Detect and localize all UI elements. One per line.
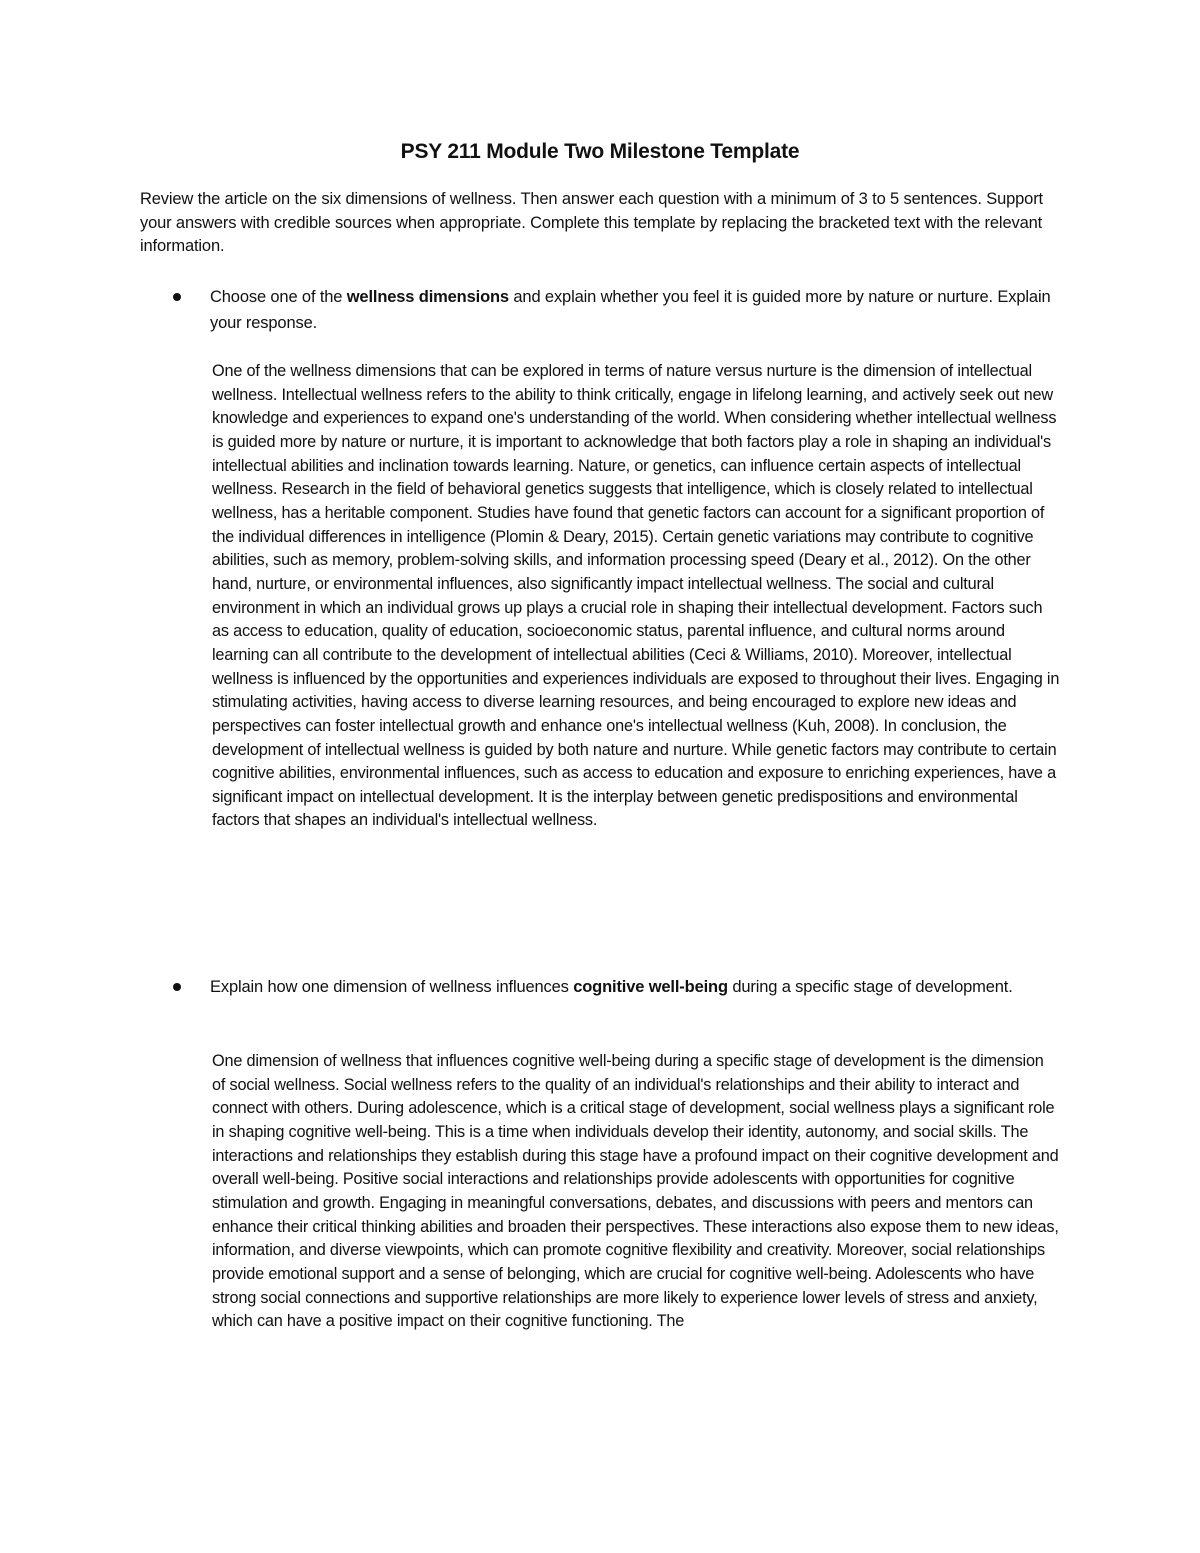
answer-2-paragraph: One dimension of wellness that influences cognitive well-being during a specific stage of development is the dimension of social wellness. Social wellness refers to the quality of an individual's relationships and their ability to interact and connect with others. During adolescence, which is a critical stage of development, social wellness plays a significant role in shaping cognitive well-being. This is a time when individuals develop their identity, autonomy, and social skills. The interactions and relationships they establish during this stage have a profound impact on their cognitive development and overall well-being. Positive social interactions and relationships provide adolescents with opportunities for cognitive stimulation and growth. Engaging in meaningful conversations, debates, and discussions with peers and mentors can enhance their critical thinking abilities and broaden their perspectives. These interactions also expose them to new ideas, information, and diverse viewpoints, which can promote cognitive flexibility and creativity. Moreover, social relationships provide emotional support and a sense of belonging, which are crucial for cognitive well-being. Adolescents who have strong social connections and supportive relationships are more likely to experience lower levels of stress and anxiety, which can have a positive impact on their cognitive functioning. The bbox=[212, 1052, 1059, 1331]
question-2-keyword: cognitive well-being bbox=[573, 978, 728, 996]
bullet-icon bbox=[173, 983, 181, 991]
question-2-text-before: Explain how one dimension of wellness influences bbox=[210, 978, 574, 996]
bullet-icon bbox=[173, 293, 181, 301]
question-1 bbox=[210, 284, 1060, 336]
question-1-text-after: and explain whether you feel it is guided more by nature or nurture. Explain your response. bbox=[210, 288, 1051, 332]
question-1-keyword: wellness dimensions bbox=[346, 288, 509, 306]
question-2-text-after: during a specific stage of development. bbox=[727, 978, 1013, 996]
question-1-text-before: Choose one of the bbox=[210, 288, 347, 306]
instructions-paragraph: Review the article on the six dimensions of wellness. Then answer each question with a minimum of 3 to 5 sentences. Support your answers with credible sources when appropriate. Complete this template by replacing the bracketed text with the relevant information. bbox=[140, 190, 1043, 256]
document-title: PSY 211 Module Two Milestone Template bbox=[400, 140, 800, 163]
question-2 bbox=[210, 974, 1060, 1000]
answer-1-paragraph: One of the wellness dimensions that can be explored in terms of nature versus nurture is the dimension of intellectual wellness. Intellectual wellness refers to the ability to think critically, engage in lifelong learning, and actively seek out new knowledge and experiences to expand one's understanding of the world. When considering whether intellectual wellness is guided more by nature or nurture, it is important to acknowledge that both factors play a role in shaping an individual's intellectual abilities and inclination towards learning. Nature, or genetics, can influence certain aspects of intellectual wellness. Research in the field of behavioral genetics suggests that intelligence, which is closely related to intellectual wellness, has a heritable component. Studies have found that genetic factors can account for a significant proportion of the individual differences in intelligence (Plomin & Deary, 2015). Certain genetic variations may contribute to cognitive abilities, such as memory, problem-solving skills, and information processing speed (Deary et al., 2012). On the other hand, nurture, or environmental influences, also significantly impact intellectual wellness. The social and cultural environment in which an individual grows up plays a crucial role in shaping their intellectual development. Factors such as access to education, quality of education, socioeconomic status, parental influence, and cultural norms around learning can all contribute to the development of intellectual abilities (Ceci & Williams, 2010). Moreover, intellectual wellness is influenced by the opportunities and experiences individuals are exposed to throughout their lives. Engaging in stimulating activities, having access to diverse learning resources, and being encouraged to explore new ideas and perspectives can foster intellectual growth and enhance one's intellectual wellness (Kuh, 2008). In conclusion, the development of intellectual wellness is guided by both nature and nurture. While genetic factors may contribute to certain cognitive abilities, environmental influences, such as access to education and exposure to enriching experiences, have a significant impact on intellectual development. It is the interplay between genetic predispositions and environmental factors that shapes an individual's intellectual wellness. bbox=[212, 362, 1060, 830]
